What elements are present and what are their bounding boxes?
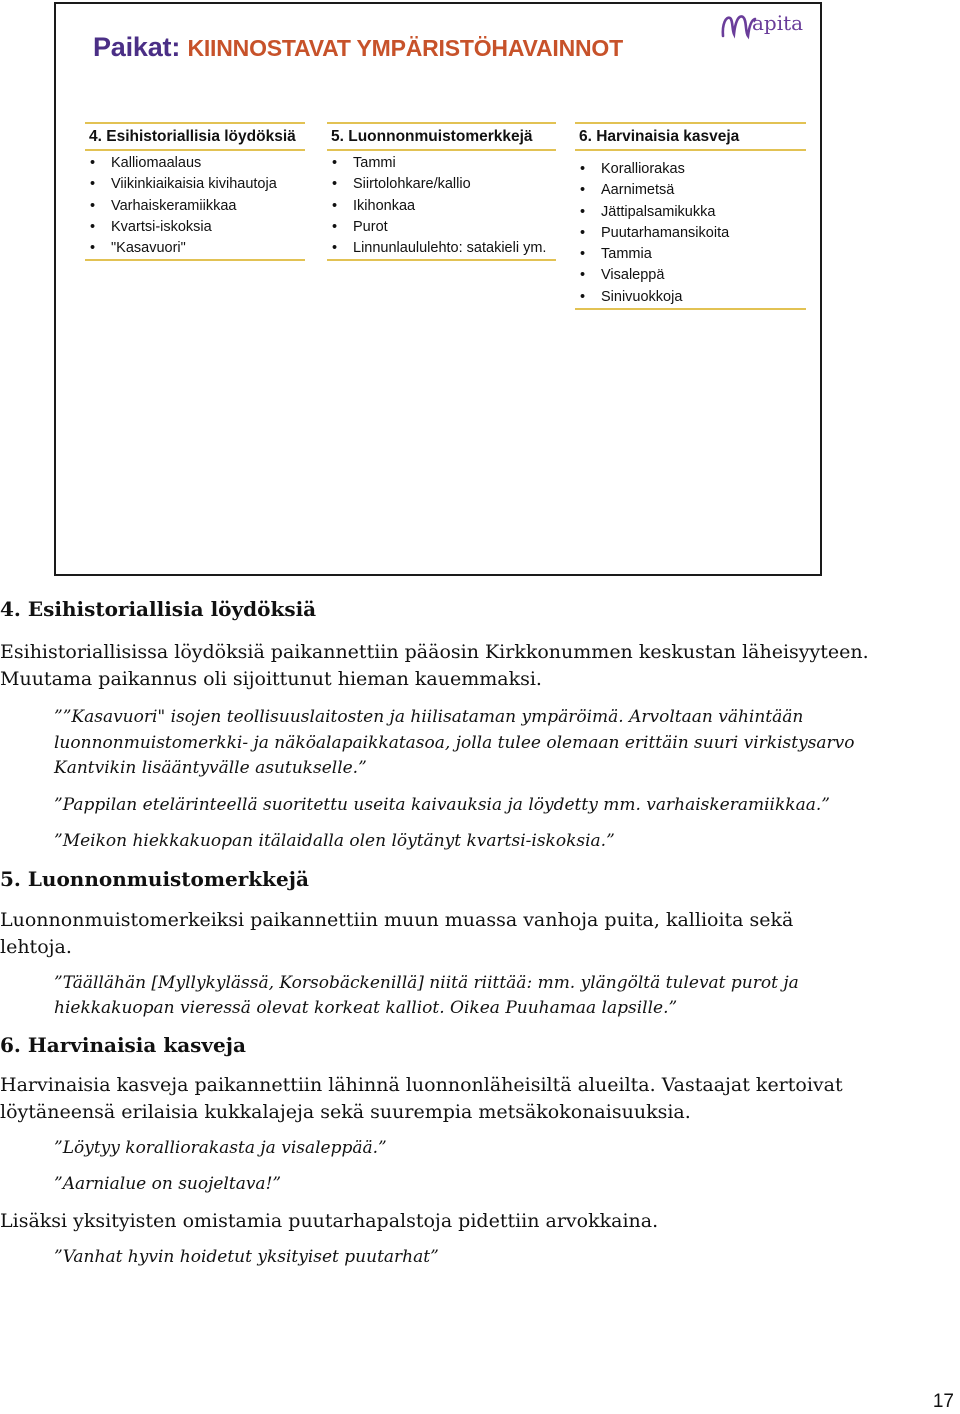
list-item: • Viikinkiaikaisia kivihautoja [85, 174, 305, 195]
section-5-quote-1: ”Täällähän [Myllykylässä, Korsobäckenillä] niitä riittää: mm. ylängöltä tulevat purot ja hiekkakuopan vieressä olevat korkeat kalliot. Oikea Puuhamaa lapsille.” [54, 972, 799, 1018]
list-item: • Ikihonkaa [327, 196, 556, 217]
list-item: • "Kasavuori" [85, 238, 305, 259]
section-5-heading: 5. Luonnonmuistomerkkejä [0, 866, 309, 891]
column-prehistoric-finds [85, 122, 305, 261]
document-body [0, 596, 960, 1270]
page-number: 17 [932, 1391, 954, 1412]
list-item: • Kalliomaalaus [85, 153, 305, 174]
slide-image [54, 2, 822, 576]
column-list [575, 151, 806, 310]
list-item: • Linnunlaululehto: satakieli ym. [327, 238, 556, 259]
column-heading: 6. Harvinaisia kasveja [575, 122, 806, 151]
section-4-heading: 4. Esihistoriallisia löydöksiä [0, 597, 317, 621]
list-item: • Sinivuokkoja [575, 287, 806, 308]
list-item: • Varhaiskeramiikkaa [85, 196, 305, 217]
section-6-heading: 6. Harvinaisia kasveja [0, 1032, 246, 1057]
list-item: • Tammi [327, 153, 556, 174]
slide-title [93, 32, 623, 63]
column-heading: 4. Esihistoriallisia löydöksiä [85, 122, 305, 151]
slide-title-main: KIINNOSTAVAT YMPÄRISTÖHAVAINNOT [187, 35, 623, 61]
logo-text: apita [752, 11, 804, 35]
section-6-paragraph: Harvinaisia kasveja paikannettiin lähinnä luonnonläheisiltä alueilta. Vastaajat kertoivat löytäneensä erilaisia kukkalajeja sekä suurempia metsäkokonaisuuksia. [0, 1073, 843, 1123]
list-item: • Visaleppä [575, 265, 806, 286]
list-item: • Puutarhamansikoita [575, 223, 806, 244]
section-6-quote-2: ”Aarnialue on suojeltava!” [54, 1174, 282, 1194]
list-item: • Siirtolohkare/kallio [327, 174, 556, 195]
column-natural-monuments [327, 122, 556, 261]
section-4-quote-3: ”Meikon hiekkakuopan itälaidalla olen löytänyt kvartsi-iskoksia.” [54, 831, 615, 851]
section-4-quote-1: ””Kasavuori" isojen teollisuuslaitosten ja hiilisataman ympäröimä. Arvoltaan vähintään luonnonmuistomerkki- ja näköalapaikkatasoa, jolla tulee olemaan erittäin suuri virkistysarvo Kantvikin lisääntyvälle asutukselle.” [54, 707, 855, 778]
section-5-paragraph: Luonnonmuistomerkeiksi paikannettiin muun muassa vanhoja puita, kallioita sekä lehtoja. [0, 908, 794, 958]
list-item: • Tammia [575, 244, 806, 265]
section-4-paragraph: Esihistoriallisissa löydöksiä paikannettiin pääosin Kirkkonummen keskustan läheisyyteen. Muutama paikannus oli sijoittunut hieman kauemmaksi. [0, 641, 869, 690]
mapita-logo [718, 6, 814, 46]
list-item: • Koralliorakas [575, 159, 806, 180]
column-rare-plants [575, 122, 806, 310]
list-item: • Aarnimetsä [575, 180, 806, 201]
slide-title-prefix: Paikat: [93, 32, 188, 62]
section-4-quote-2: ”Pappilan etelärinteellä suoritettu useita kaivauksia ja löydetty mm. varhaiskeramiikkaa.” [54, 794, 830, 815]
list-item: • Kvartsi-iskoksia [85, 217, 305, 238]
column-list [85, 151, 305, 261]
column-heading: 5. Luonnonmuistomerkkejä [327, 122, 556, 151]
section-6-quote-3: ”Vanhat hyvin hoidetut yksityiset puutarhat” [54, 1246, 439, 1267]
column-list [327, 151, 556, 261]
section-6-quote-1: ”Löytyy koralliorakasta ja visaleppää.” [54, 1137, 387, 1158]
list-item: • Jättipalsamikukka [575, 202, 806, 223]
list-item: • Purot [327, 217, 556, 238]
section-6-paragraph-2: Lisäksi yksityisten omistamia puutarhapalstoja pidettiin arvokkaina. [0, 1209, 659, 1232]
